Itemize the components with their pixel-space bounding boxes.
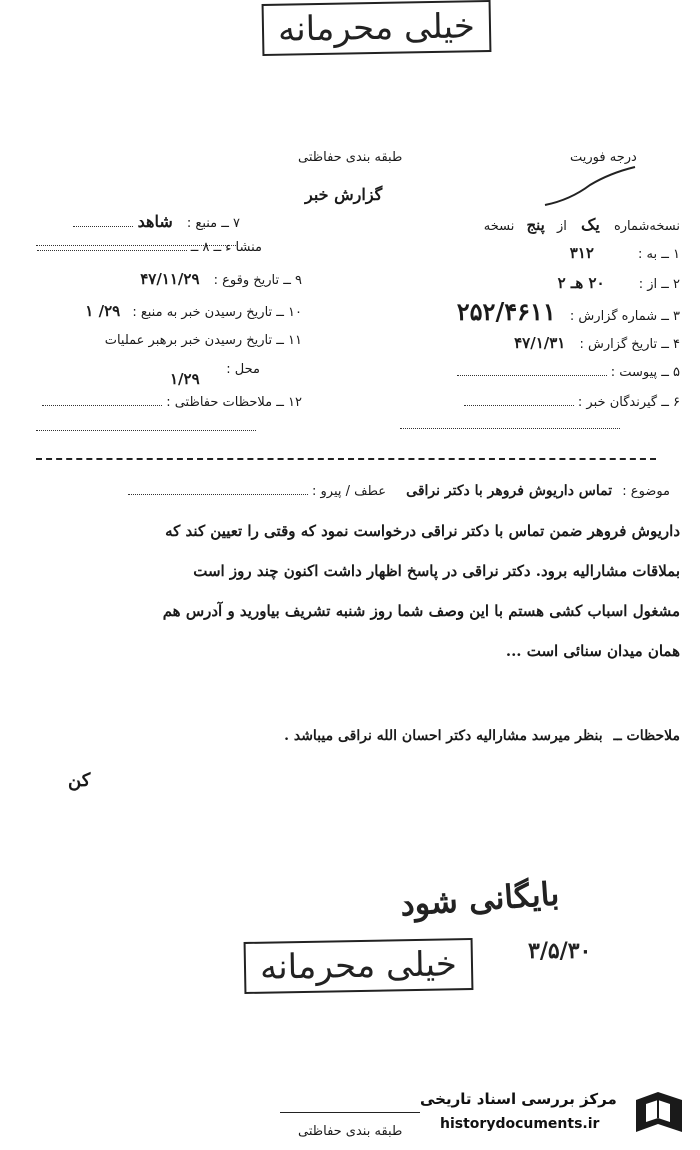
field-4-value: ۴۷/۱/۳۱ [514, 334, 566, 352]
field-11-leader-date [105, 333, 302, 348]
body-line: مشغول اسباب کشی هستم با این وصف شما روز شنبه تشریف بیاورید و آدرس هم [162, 602, 680, 620]
subject-label: موضوع : [622, 484, 670, 499]
body-line: بملاقات مشارالیه برود. دکتر نراقی در پاسخ اظهار داشت اکنون چند روز است [193, 562, 680, 580]
subject-value: تماس داریوش فروهر با دکتر نراقی [406, 483, 613, 499]
remarks-text: بنظر میرسد مشارالیه دکتر احسان الله نراقی میباشد . [284, 728, 603, 744]
section-divider [36, 458, 656, 460]
watermark-url: historydocuments.ir [440, 1116, 600, 1132]
footer-rule [280, 1112, 420, 1113]
place-value: ۱/۲۹ [170, 370, 200, 388]
classification-label: طبقه بندی حفاظتی [298, 150, 403, 165]
field-7-label: ۷ ــ منبع : [186, 216, 240, 231]
handwritten-archive-note: بایگانی شود [398, 874, 561, 924]
checkmark-scribble-icon [540, 165, 640, 215]
urgency-label: درجه فوریت [570, 150, 637, 165]
copy-suffix: نسخه [483, 219, 515, 234]
field-8-origin [37, 240, 262, 255]
subject-row [128, 483, 670, 499]
left-dotted-line-8 [36, 245, 236, 246]
remarks-label: ملاحظات ــ [613, 728, 680, 744]
field-6-recipients [464, 395, 680, 410]
field-1-to [570, 244, 680, 262]
bottom-stamp-text: خیلی محرمانه [259, 944, 458, 988]
copy-label: نسخه‌شماره [613, 219, 680, 234]
field-11-label: ۱۱ ــ تاریخ رسیدن خبر برهبر عملیات [104, 333, 302, 348]
field-9-occurrence-date [140, 270, 302, 288]
field-2-label: ۲ ــ از : [638, 277, 680, 292]
place-label: محل : [226, 362, 260, 377]
body-line: داریوش فروهر ضمن تماس با دکتر نراقی درخواست نمود که وقتی را تعیین کند که [165, 522, 680, 540]
field-10-label: ۱۰ ــ تاریخ رسیدن خبر به منبع : [132, 305, 302, 320]
copy-value: یک [581, 215, 600, 234]
field-6-label: ۶ ــ گیرندگان خبر : [577, 395, 680, 410]
bottom-confidential-stamp [244, 938, 474, 994]
field-1-label: ۱ ــ به : [638, 247, 680, 262]
top-confidential-stamp [262, 0, 492, 56]
field-3-value: ۲۵۲/۴۶۱۱ [456, 297, 556, 326]
field-5-attachment [457, 365, 680, 380]
field-9-label: ۹ ــ تاریخ وقوع : [213, 273, 302, 288]
report-title: گزارش خبر [305, 185, 383, 204]
of-value: پنج [526, 216, 545, 234]
footer-classification-label: طبقه بندی حفاظتی [298, 1124, 403, 1139]
handwritten-initial: کن [68, 770, 91, 791]
field-10-value: ۲۹/ ۱ [85, 302, 121, 320]
right-blank-line [400, 428, 620, 429]
field-12-security-notes [42, 395, 302, 410]
field-3-label: ۳ ــ شماره گزارش : [569, 309, 680, 324]
remarks-row [284, 728, 680, 744]
field-7-value: شاهد [137, 212, 173, 231]
top-stamp-text: خیلی محرمانه [277, 6, 476, 50]
left-blank-line [36, 430, 256, 431]
copy-number-row [484, 215, 680, 234]
body-line: همان میدان سنائی است ... [505, 642, 680, 660]
handwritten-date: ۳/۵/۳۰ [528, 938, 592, 964]
watermark-title: مرکز بررسی اسناد تاریخی [420, 1090, 617, 1108]
field-5-label: ۵ ــ پیوست : [610, 365, 680, 380]
field-2-from [558, 274, 680, 292]
field-10-received-date [85, 302, 302, 320]
field-place [226, 362, 260, 377]
field-8-label: منشا ء ــ ۸ ــ [190, 240, 262, 255]
field-12-label: ۱۲ ــ ملاحظات حفاظتی : [166, 395, 302, 410]
archive-logo-icon [632, 1088, 686, 1138]
field-4-report-date [514, 334, 680, 352]
ref-label: عطف / پیرو : [311, 484, 387, 499]
field-4-label: ۴ ــ تاریخ گزارش : [579, 337, 680, 352]
field-9-value: ۴۷/۱۱/۲۹ [140, 270, 200, 288]
field-3-report-number [457, 297, 680, 326]
field-1-value: ۳۱۲ [569, 244, 594, 262]
field-7-source [73, 212, 240, 231]
field-2-value: ۲۰ هـ ۲ [557, 274, 605, 292]
of-label: از [557, 219, 567, 234]
